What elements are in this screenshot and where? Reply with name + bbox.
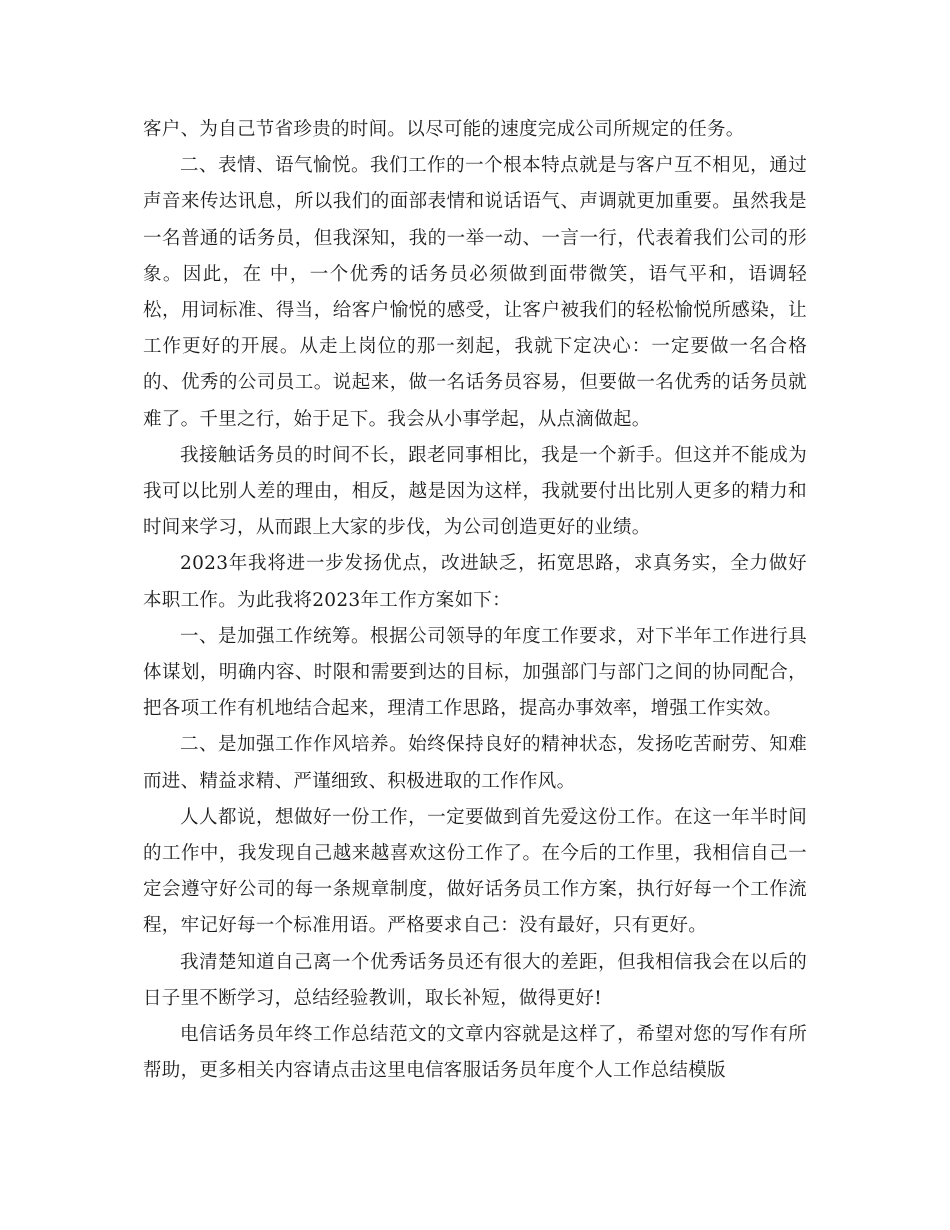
paragraph-2: 二、表情、语气愉悦。我们工作的一个根本特点就是与客户互不相见，通过声音来传达讯息，所以我们的面部表情和说话语气、声调就更加重要。虽然我是一名普通的话务员，但我深知，我的一举一动、一言一行，代表着我们公司的形象。因此，在 中，一个优秀的话务员必须做到面带微笑，语气平和，语调轻松，用词标准、得当，给客户愉悦的感受，让客户被我们的轻松愉悦所感染，让工作更好的开展。从走上岗位的那一刻起，我就下定决心：一定要做一名合格的、优秀的公司员工。说起来，做一名话务员容易，但要做一名优秀的话务员就难了。千里之行，始于足下。我会从小事学起，从点滴做起。: [143, 155, 807, 430]
document-body: [143, 112, 807, 1089]
paragraph-1: 客户、为自己节省珍贵的时间。以尽可能的速度完成公司所规定的任务。: [143, 119, 745, 140]
paragraph-4: 2023年我将进一步发扬优点，改进缺乏，拓宽思路，求真务实，全力做好本职工作。为此我将2023年工作方案如下：: [143, 553, 807, 611]
paragraph-9: 电信话务员年终工作总结范文的文章内容就是这样了，希望对您的写作有所帮助，更多相关内容请点击这里电信客服话务员年度个人工作总结模版: [143, 1024, 807, 1082]
paragraph-8: 我清楚知道自己离一个优秀话务员还有很大的差距，但我相信我会在以后的日子里不断学习，总结经验教训，取长补短，做得更好!: [143, 951, 807, 1009]
paragraph-6: 二、是加强工作作风培养。始终保持良好的精神状态，发扬吃苦耐劳、知难而进、精益求精、严谨细致、积极进取的工作作风。: [143, 734, 807, 792]
paragraph-7: 人人都说，想做好一份工作，一定要做到首先爱这份工作。在这一年半时间的工作中，我发现自己越来越喜欢这份工作了。在今后的工作里，我相信自己一定会遵守好公司的每一条规章制度，做好话务员工作方案，执行好每一个工作流程，牢记好每一个标准用语。严格要求自己：没有最好，只有更好。: [143, 806, 807, 937]
paragraph-5: 一、是加强工作统筹。根据公司领导的年度工作要求，对下半年工作进行具体谋划，明确内容、时限和需要到达的目标，加强部门与部门之间的协同配合，把各项工作有机地结合起来，理清工作思路，提高办事效率，增强工作实效。: [143, 625, 807, 720]
paragraph-3: 我接触话务员的时间不长，跟老同事相比，我是一个新手。但这并不能成为我可以比别人差的理由，相反，越是因为这样，我就要付出比别人更多的精力和时间来学习，从而跟上大家的步伐，为公司创造更好的业绩。: [143, 444, 807, 539]
